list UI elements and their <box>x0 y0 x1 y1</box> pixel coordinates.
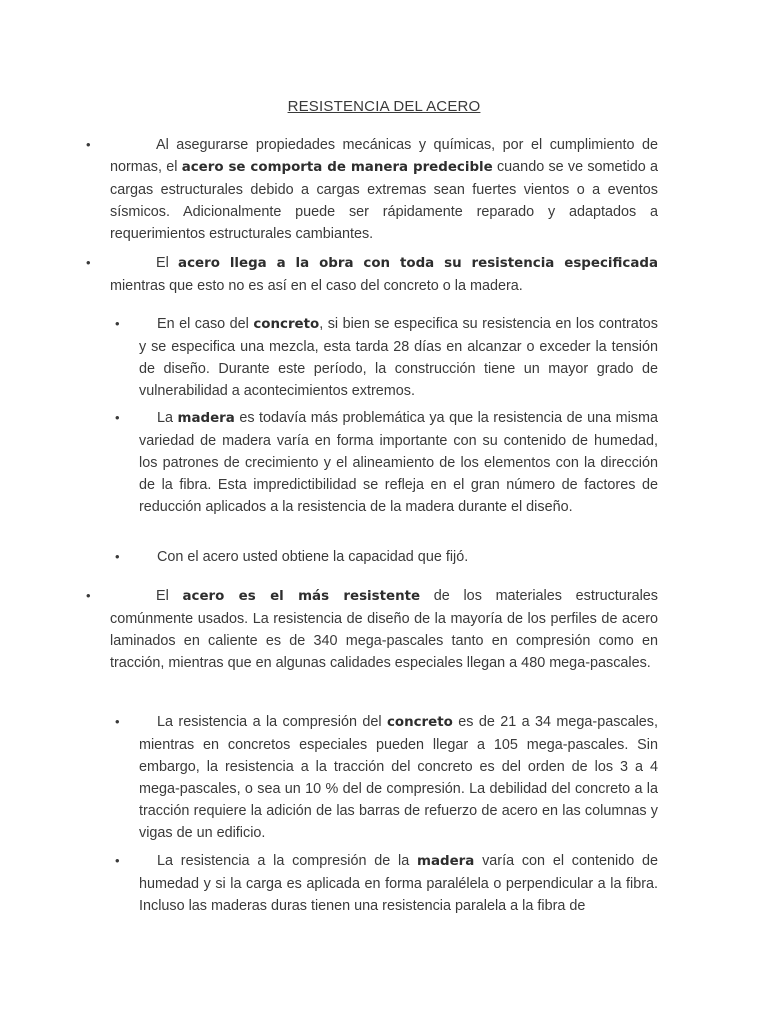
sub-list-item <box>115 407 658 518</box>
item-text: En el caso del <box>157 316 254 332</box>
sub-list-item <box>115 546 658 568</box>
sub-list-item <box>115 850 658 917</box>
bullet-icon: • <box>115 316 120 331</box>
item-bold-text: acero es el más resistente <box>182 589 421 604</box>
item-text: Al asegurarse propiedades mecánicas y químicas, por el cumplimiento de normas, el <box>110 137 658 175</box>
list-item <box>86 252 658 297</box>
item-text: La <box>157 410 178 426</box>
bullet-icon: • <box>86 137 91 152</box>
item-bold-text: acero se comporta de manera predecible <box>181 160 493 175</box>
sub-list-item <box>115 711 658 844</box>
item-text: La resistencia a la compresión del <box>157 714 387 730</box>
bullet-icon: • <box>115 714 120 729</box>
bullet-icon: • <box>86 588 91 603</box>
item-text: varía con el contenido de humedad y si la carga es aplicada en forma paralélela o perpendicular a la fibra. Incluso las maderas duras tienen una resistencia paralela a la fibra de <box>139 853 658 914</box>
item-text: de los materiales estructurales comúnmente usados. La resistencia de diseño de la mayoría de los perfiles de acero laminados en caliente es de 340 mega-pascales tanto en compresión como en tracción, mientras que en algunas calidades especiales llegan a 480 mega-pascales. <box>110 588 659 671</box>
item-text: El <box>156 588 183 604</box>
bullet-icon: • <box>115 410 120 425</box>
item-text: es de 21 a 34 mega-pascales, mientras en concretos especiales pueden llegar a 105 mega-pascales. Sin embargo, la resistencia a la tracción del concreto es del orden de los 3 a 4 mega-pascales, o sea un 10 % del de compresión. La debilidad del concreto a la tracción requiere la adición de las barras de refuerzo de acero en las columnas y vigas de un edificio. <box>139 714 658 841</box>
sub-list-item <box>115 313 658 402</box>
item-bold-text: concreto <box>253 317 320 332</box>
item-text: cuando se ve sometido a cargas estructurales debido a cargas extremas sean fuertes vientos o a eventos sísmicos. Adicionalmente puede ser rápidamente reparado y adaptados a requerimientos estructurales cambiantes. <box>110 159 658 242</box>
item-bold-text: madera <box>417 854 475 869</box>
item-text: La resistencia a la compresión de la <box>157 853 418 869</box>
bullet-icon: • <box>86 255 91 270</box>
item-text: , si bien se especifica su resistencia en los contratos y se especifica una mezcla, esta tarda 28 días en alcanzar o exceder la tensión de diseño. Durante este período, la construcción tiene un mayor grado de vulnerabilidad a acontecimientos extremos. <box>139 316 658 399</box>
item-bold-text: madera <box>177 411 235 426</box>
list-item <box>86 134 658 245</box>
item-text: es todavía más problemática ya que la resistencia de una misma variedad de madera varía en forma importante con su contenido de humedad, los patrones de crecimiento y el alineamiento de los elementos con la dirección de la fibra. Esta impredictibilidad se refleja en el gran número de factores de reducción aplicados a la resistencia de la madera durante el diseño. <box>139 410 658 515</box>
item-text: El <box>156 255 179 271</box>
bullet-icon: • <box>115 549 120 564</box>
item-text: Con el acero usted obtiene la capacidad que fijó. <box>157 549 469 565</box>
bullet-icon: • <box>115 853 120 868</box>
list-item <box>86 585 659 674</box>
item-bold-text: acero llega a la obra con toda su resistencia especificada <box>178 256 658 271</box>
item-bold-text: concreto <box>386 715 453 730</box>
item-text: mientras que esto no es así en el caso del concreto o la madera. <box>110 278 523 294</box>
page-title: RESISTENCIA DEL ACERO <box>287 98 481 115</box>
